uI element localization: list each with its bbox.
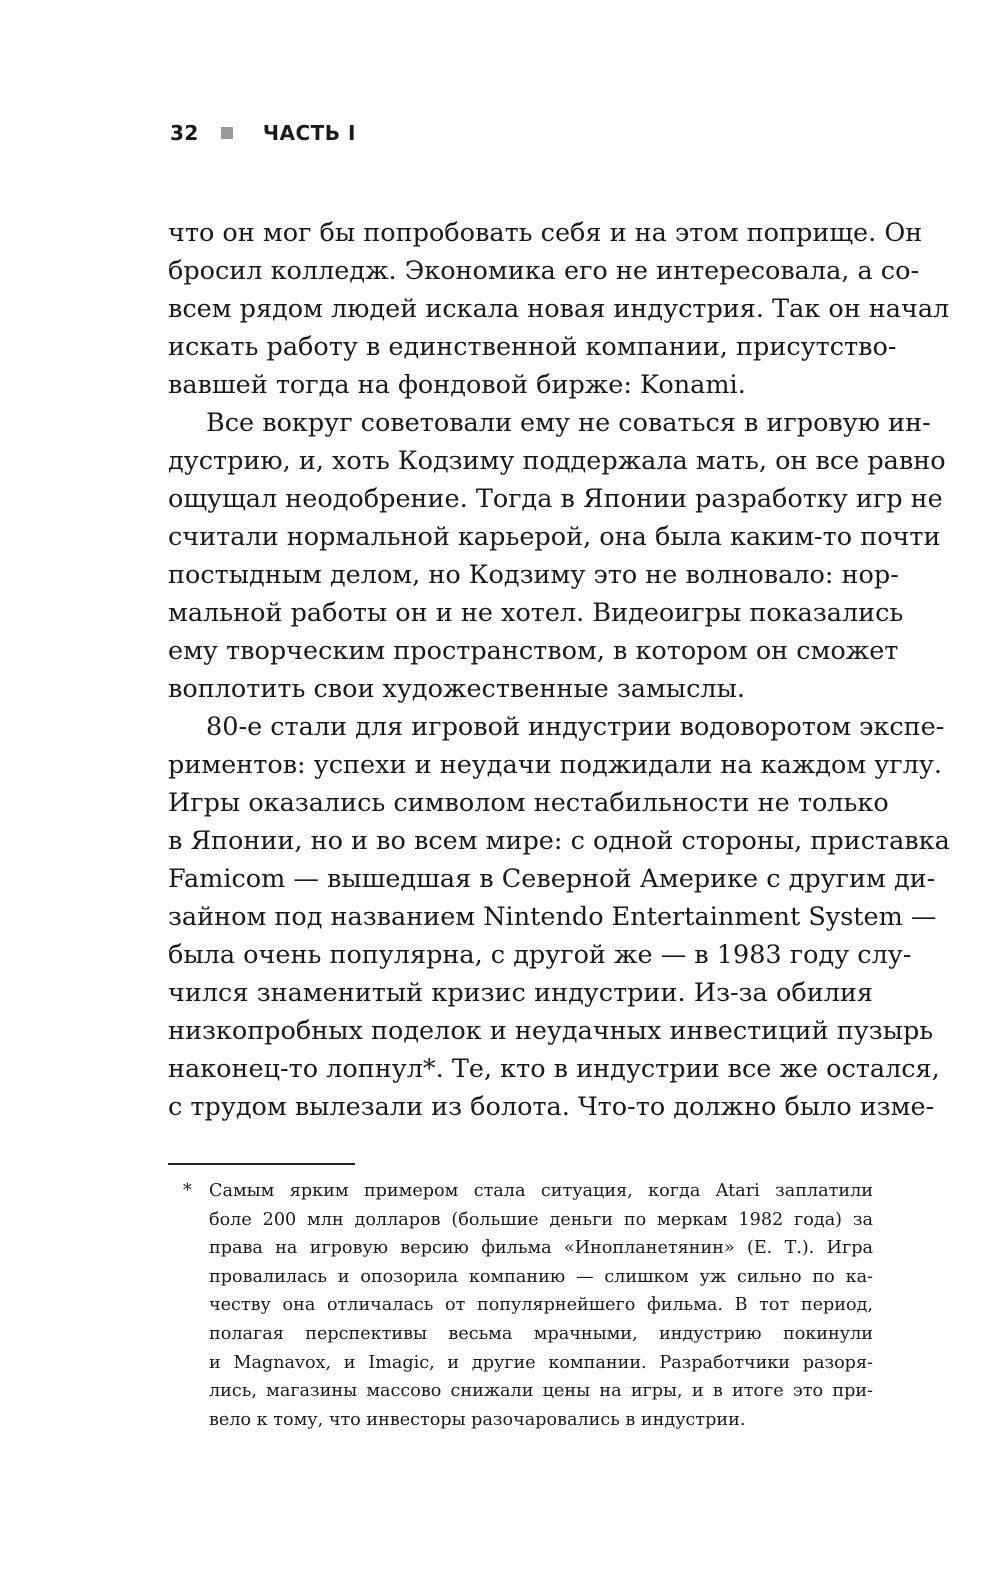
text-line: считали нормальной карьерой, она была каким-то почти — [168, 522, 941, 552]
text-line: дустрию, и, хоть Кодзиму поддержала мать, он все равно — [168, 446, 946, 476]
footnote-line: полагая перспективы весьма мрачными, индустрию покинули — [209, 1323, 873, 1344]
text-line: была очень популярна, с другой же — в 1983 году слу- — [168, 940, 912, 970]
text-line: всем рядом людей искала новая индустрия. Так он начал — [168, 294, 950, 324]
text-line: воплотить свои художественные замыслы. — [168, 674, 745, 704]
text-line: риментов: успехи и неудачи поджидали на каждом углу. — [168, 750, 942, 780]
page-number: 32 — [170, 121, 199, 145]
text-line: в Японии, но и во всем мире: с одной стороны, приставка — [168, 826, 950, 856]
footnote-line: провалилась и опозорила компанию — слишком уж сильно по ка- — [209, 1266, 873, 1287]
text-line: с трудом вылезали из болота. Что-то должно было изме- — [168, 1092, 935, 1122]
text-line: ощущал неодобрение. Тогда в Японии разработку игр не — [168, 484, 943, 514]
text-line: мальной работы он и не хотел. Видеоигры показались — [168, 598, 904, 628]
square-ornament-icon — [221, 127, 233, 139]
footnote-line: честву она отличалась от популярнейшего фильма. В тот период, — [209, 1295, 873, 1316]
text-line: Игры оказались символом нестабильности не только — [168, 788, 889, 818]
main-text — [168, 214, 950, 1126]
text-line: Famicom — вышедшая в Северной Америке с другим ди- — [168, 864, 936, 894]
footnote-line: и Magnavox, и Imagic, и другие компании. Разработчики разоря- — [209, 1352, 873, 1373]
text-line: чился знаменитый кризис индустрии. Из-за обилия — [168, 978, 873, 1008]
footnote-line: Самым ярким примером стала ситуация, когда Atari заплатили — [209, 1181, 873, 1201]
footnote-line: права на игровую версию фильма «Инопланетянин» (Е. Т.). Игра — [209, 1238, 873, 1259]
text-line: низкопробных поделок и неудачных инвестиций пузырь — [168, 1016, 934, 1046]
text-line: искать работу в единственной компании, присутство- — [168, 332, 897, 362]
footnote — [183, 1177, 873, 1434]
footnote-divider — [168, 1163, 355, 1165]
text-line: постыдным делом, но Кодзиму это не волновало: нор- — [168, 560, 899, 590]
footnote-line: вело к тому, что инвесторы разочаровались в индустрии. — [209, 1409, 746, 1430]
text-line: наконец-то лопнул*. Те, кто в индустрии все же остался, — [168, 1054, 940, 1084]
text-line: зайном под названием Nintendo Entertainment System — — [168, 902, 937, 932]
text-line: бросил колледж. Экономика его не интересовала, а со- — [168, 256, 920, 286]
footnote-marker: * — [183, 1181, 192, 1201]
running-header — [170, 118, 356, 148]
text-line: Все вокруг советовали ему не соваться в игровую ин- — [206, 408, 931, 438]
footnote-line: лись, магазины массово снижали цены на игры, и в итоге это при- — [209, 1381, 873, 1402]
section-title: ЧАСТЬ I — [262, 121, 356, 145]
text-line: 80-е стали для игровой индустрии водоворотом экспе- — [206, 712, 945, 742]
text-line: ему творческим пространством, в котором он сможет — [168, 636, 899, 666]
text-line: вавшей тогда на фондовой бирже: Konami. — [168, 370, 746, 400]
text-line: что он мог бы попробовать себя и на этом поприще. Он — [168, 218, 923, 248]
footnote-line: боле 200 млн долларов (большие деньги по меркам 1982 года) за — [209, 1209, 873, 1230]
